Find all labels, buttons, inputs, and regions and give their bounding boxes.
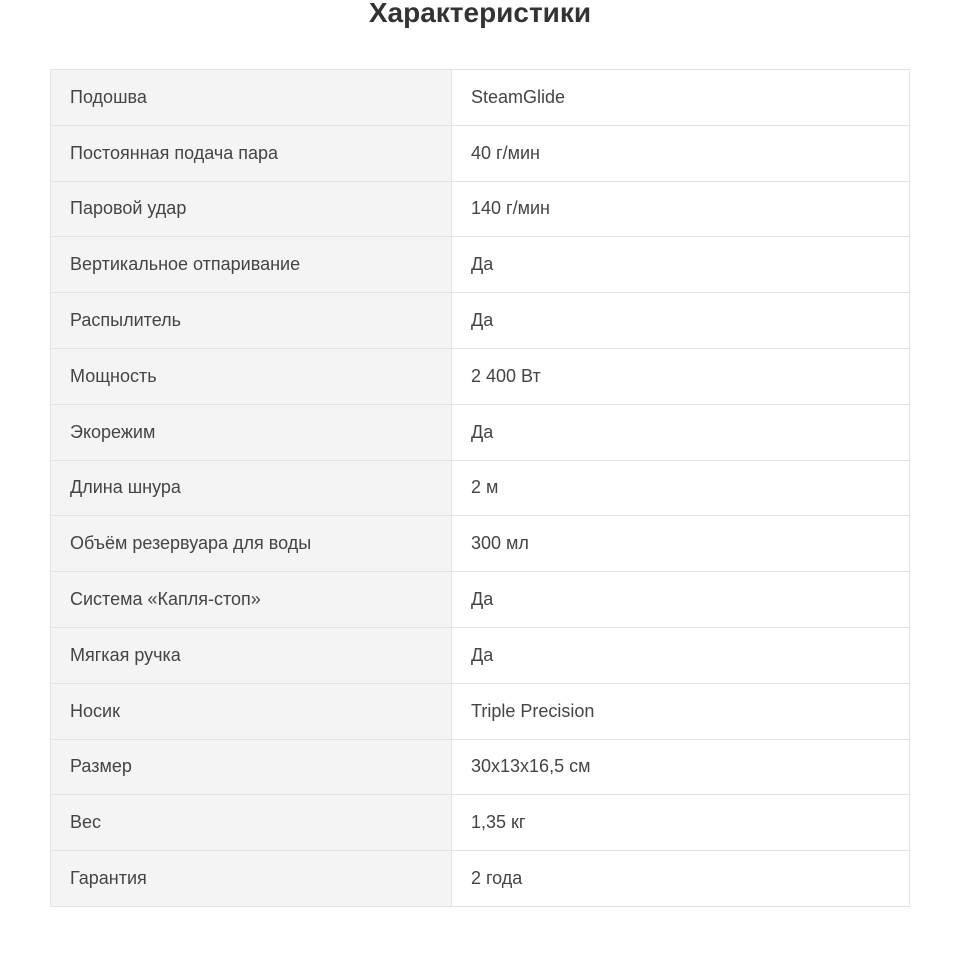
spec-value: 2 года	[452, 851, 910, 907]
spec-label: Вес	[51, 795, 452, 851]
spec-value: Triple Precision	[452, 683, 910, 739]
spec-value: 1,35 кг	[452, 795, 910, 851]
spec-row	[51, 293, 910, 349]
spec-value: Да	[452, 404, 910, 460]
spec-row	[51, 460, 910, 516]
spec-label: Гарантия	[51, 851, 452, 907]
spec-value: SteamGlide	[452, 70, 910, 126]
spec-value: 40 г/мин	[452, 125, 910, 181]
spec-value: 2 400 Вт	[452, 348, 910, 404]
spec-row	[51, 851, 910, 907]
specs-table	[50, 69, 910, 907]
spec-value: 300 мл	[452, 516, 910, 572]
spec-row	[51, 516, 910, 572]
spec-label: Паровой удар	[51, 181, 452, 237]
spec-label: Постоянная подача пара	[51, 125, 452, 181]
spec-label: Объём резервуара для воды	[51, 516, 452, 572]
spec-label: Размер	[51, 739, 452, 795]
spec-label: Распылитель	[51, 293, 452, 349]
spec-value: Да	[452, 627, 910, 683]
spec-row	[51, 739, 910, 795]
spec-label: Мощность	[51, 348, 452, 404]
spec-value: Да	[452, 237, 910, 293]
spec-label: Система «Капля-стоп»	[51, 572, 452, 628]
specs-table-body	[51, 70, 910, 907]
spec-label: Длина шнура	[51, 460, 452, 516]
spec-value: Да	[452, 293, 910, 349]
spec-row	[51, 237, 910, 293]
spec-value: Да	[452, 572, 910, 628]
spec-row	[51, 70, 910, 126]
spec-row	[51, 125, 910, 181]
spec-row	[51, 627, 910, 683]
spec-row	[51, 348, 910, 404]
spec-row	[51, 404, 910, 460]
spec-row	[51, 683, 910, 739]
spec-value: 140 г/мин	[452, 181, 910, 237]
page-title: Характеристики	[368, 0, 592, 28]
spec-label: Подошва	[51, 70, 452, 126]
spec-value: 2 м	[452, 460, 910, 516]
spec-row	[51, 572, 910, 628]
spec-label: Мягкая ручка	[51, 627, 452, 683]
spec-label: Носик	[51, 683, 452, 739]
spec-row	[51, 795, 910, 851]
spec-value: 30x13x16,5 см	[452, 739, 910, 795]
spec-label: Экорежим	[51, 404, 452, 460]
spec-row	[51, 181, 910, 237]
spec-label: Вертикальное отпаривание	[51, 237, 452, 293]
